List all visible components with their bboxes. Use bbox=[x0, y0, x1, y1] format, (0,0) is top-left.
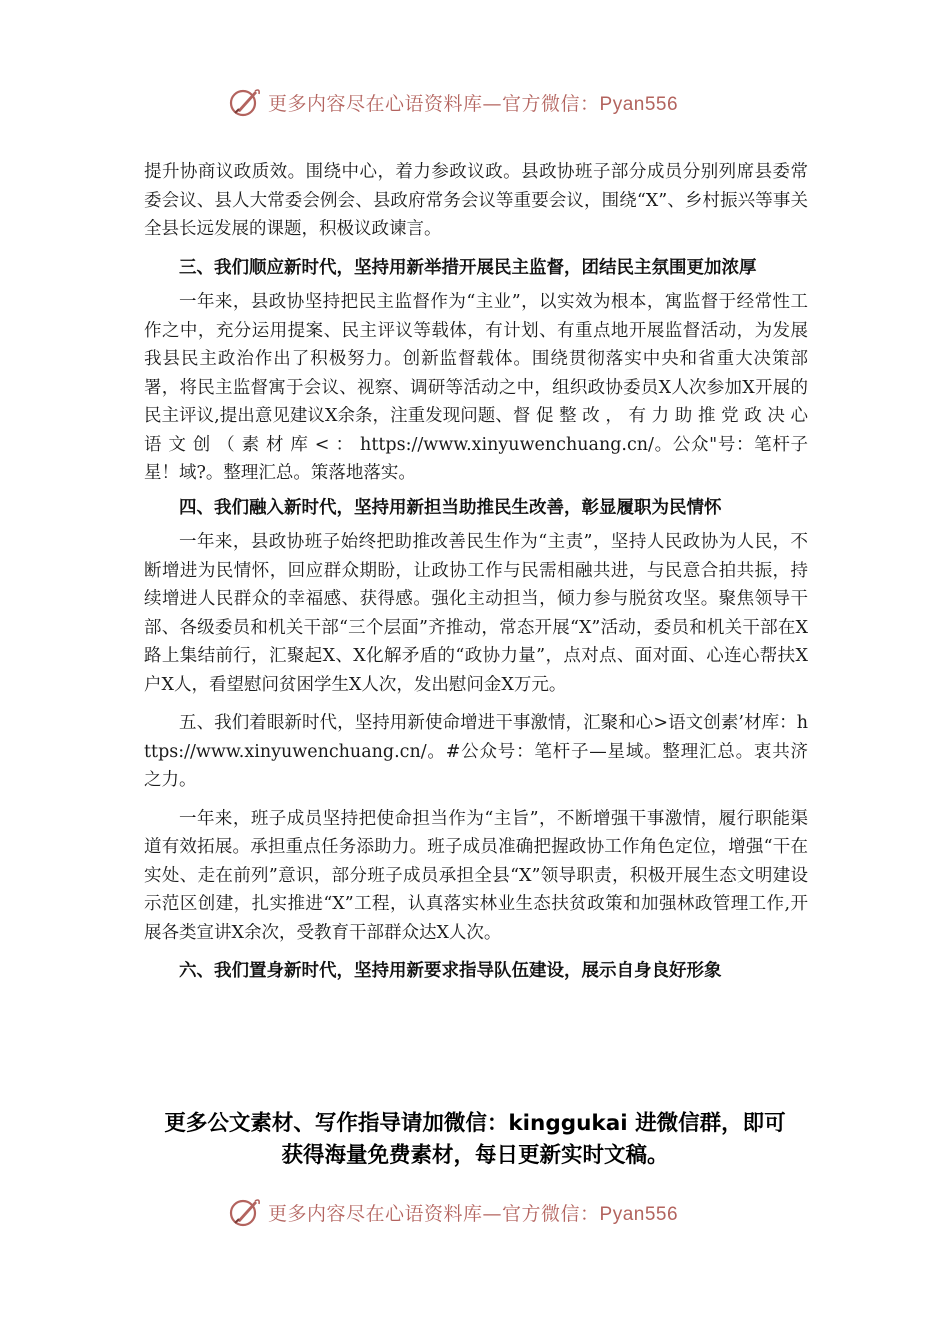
paragraph-1: 提升协商议政质效。围绕中心，着力参政议政。县政协班子部分成员分别列席县委常委会议、县人大常委会例会、县政府常务会议等重要会议，围绕“X”、乡村振兴等事关全县长远发展的课题，积极议政谏言。 bbox=[144, 162, 808, 239]
footer-banner-label: 更多内容尽在心语资料库—官方微信： bbox=[268, 1202, 600, 1225]
quill-logo-icon bbox=[228, 85, 262, 119]
section-heading-6: 六、我们置身新时代，坚持用新要求指导队伍建设，展示自身良好形象 bbox=[179, 961, 722, 981]
paragraph-4: 一年来，县政协班子始终把助推改善民生作为“主责”，坚持人民政协为人民，不断增进为民情怀，回应群众期盼，让政协工作与民需相融共进，与民意合拍共振，持续增进人民群众的幸福感、获得感。强化主动担当，倾力参与脱贫攻坚。聚焦领导干部、各级委员和机关干部“三个层面”齐推动，常态开展“X”活动，委员和机关干部在X路上集结前行，汇聚起X、X化解矛盾的“政协力量”，点对点、面对面、心连心帮扶X户X人，看望慰问贫困学生X人次，发出慰问金X万元。 bbox=[144, 532, 808, 695]
paragraph-5: 五、我们着眼新时代，坚持用新使命增进干事激情，汇聚和心>语文创素’材库：https://www.xinyuwenchuang.cn/。#公众号：笔杆子—星域。整理汇总。衷共济之力。 bbox=[144, 713, 808, 790]
section-heading-4: 四、我们融入新时代，坚持用新担当助推民生改善，彰显履职为民情怀 bbox=[179, 497, 722, 518]
promo-notice bbox=[130, 1108, 820, 1172]
quill-logo-icon bbox=[228, 1195, 262, 1229]
header-wechat-id: Pyan556 bbox=[599, 93, 679, 115]
footer-wechat-id: Pyan556 bbox=[599, 1203, 679, 1225]
paragraph-3: 一年来，县政协坚持把民主监督作为“主业”，以实效为根本，寓监督于经常性工作之中，充分运用提案、民主评议等载体，有计划、有重点地开展监督活动，为发展我县民主政治作出了积极努力。创新监督载体。围绕贯彻落实中央和省重大决策部署，将民主监督寓于会议、视察、调研等活动之中，组织政协委员X人次参加X开展的民主评议,提出意见建议X余条，注重发现问题、督 促 整 改 ， 有 力 助 推 党 政 决 心 语 文 创 （ 素 材 库 < ： https://www.xinyuwenchuang.cn/。公众"号：笔杆子星！域?。整理汇总。策落地落实。 bbox=[144, 292, 808, 483]
section-heading-3: 三、我们顺应新时代，坚持用新举措开展民主监督，团结民主氛围更加浓厚 bbox=[179, 257, 757, 278]
header-banner[interactable] bbox=[228, 82, 728, 122]
footer-banner-text bbox=[268, 1199, 678, 1226]
header-banner-text bbox=[268, 89, 678, 116]
paragraph-6: 一年来，班子成员坚持把使命担当作为“主旨”，不断增强干事激情，履行职能渠道有效拓展。承担重点任务添助力。班子成员准确把握政协工作角色定位，增强“干在实处、走在前列”意识，部分班子成员承担全县“X”领导职责，积极开展生态文明建设示范区创建，扎实推进“X”工程，认真落实林业生态扶贫政策和加强林政管理工作,开展各类宣讲X余次，受教育干部群众达X人次。 bbox=[144, 808, 808, 943]
footer-banner[interactable] bbox=[228, 1192, 728, 1232]
document-body bbox=[144, 158, 808, 986]
promo-line-2: 获得海量免费素材，每日更新实时文稿。 bbox=[281, 1143, 669, 1168]
header-banner-label: 更多内容尽在心语资料库—官方微信： bbox=[268, 92, 600, 115]
promo-line-1: 更多公文素材、写作指导请加微信：kinggukai 进微信群，即可 bbox=[164, 1111, 786, 1136]
